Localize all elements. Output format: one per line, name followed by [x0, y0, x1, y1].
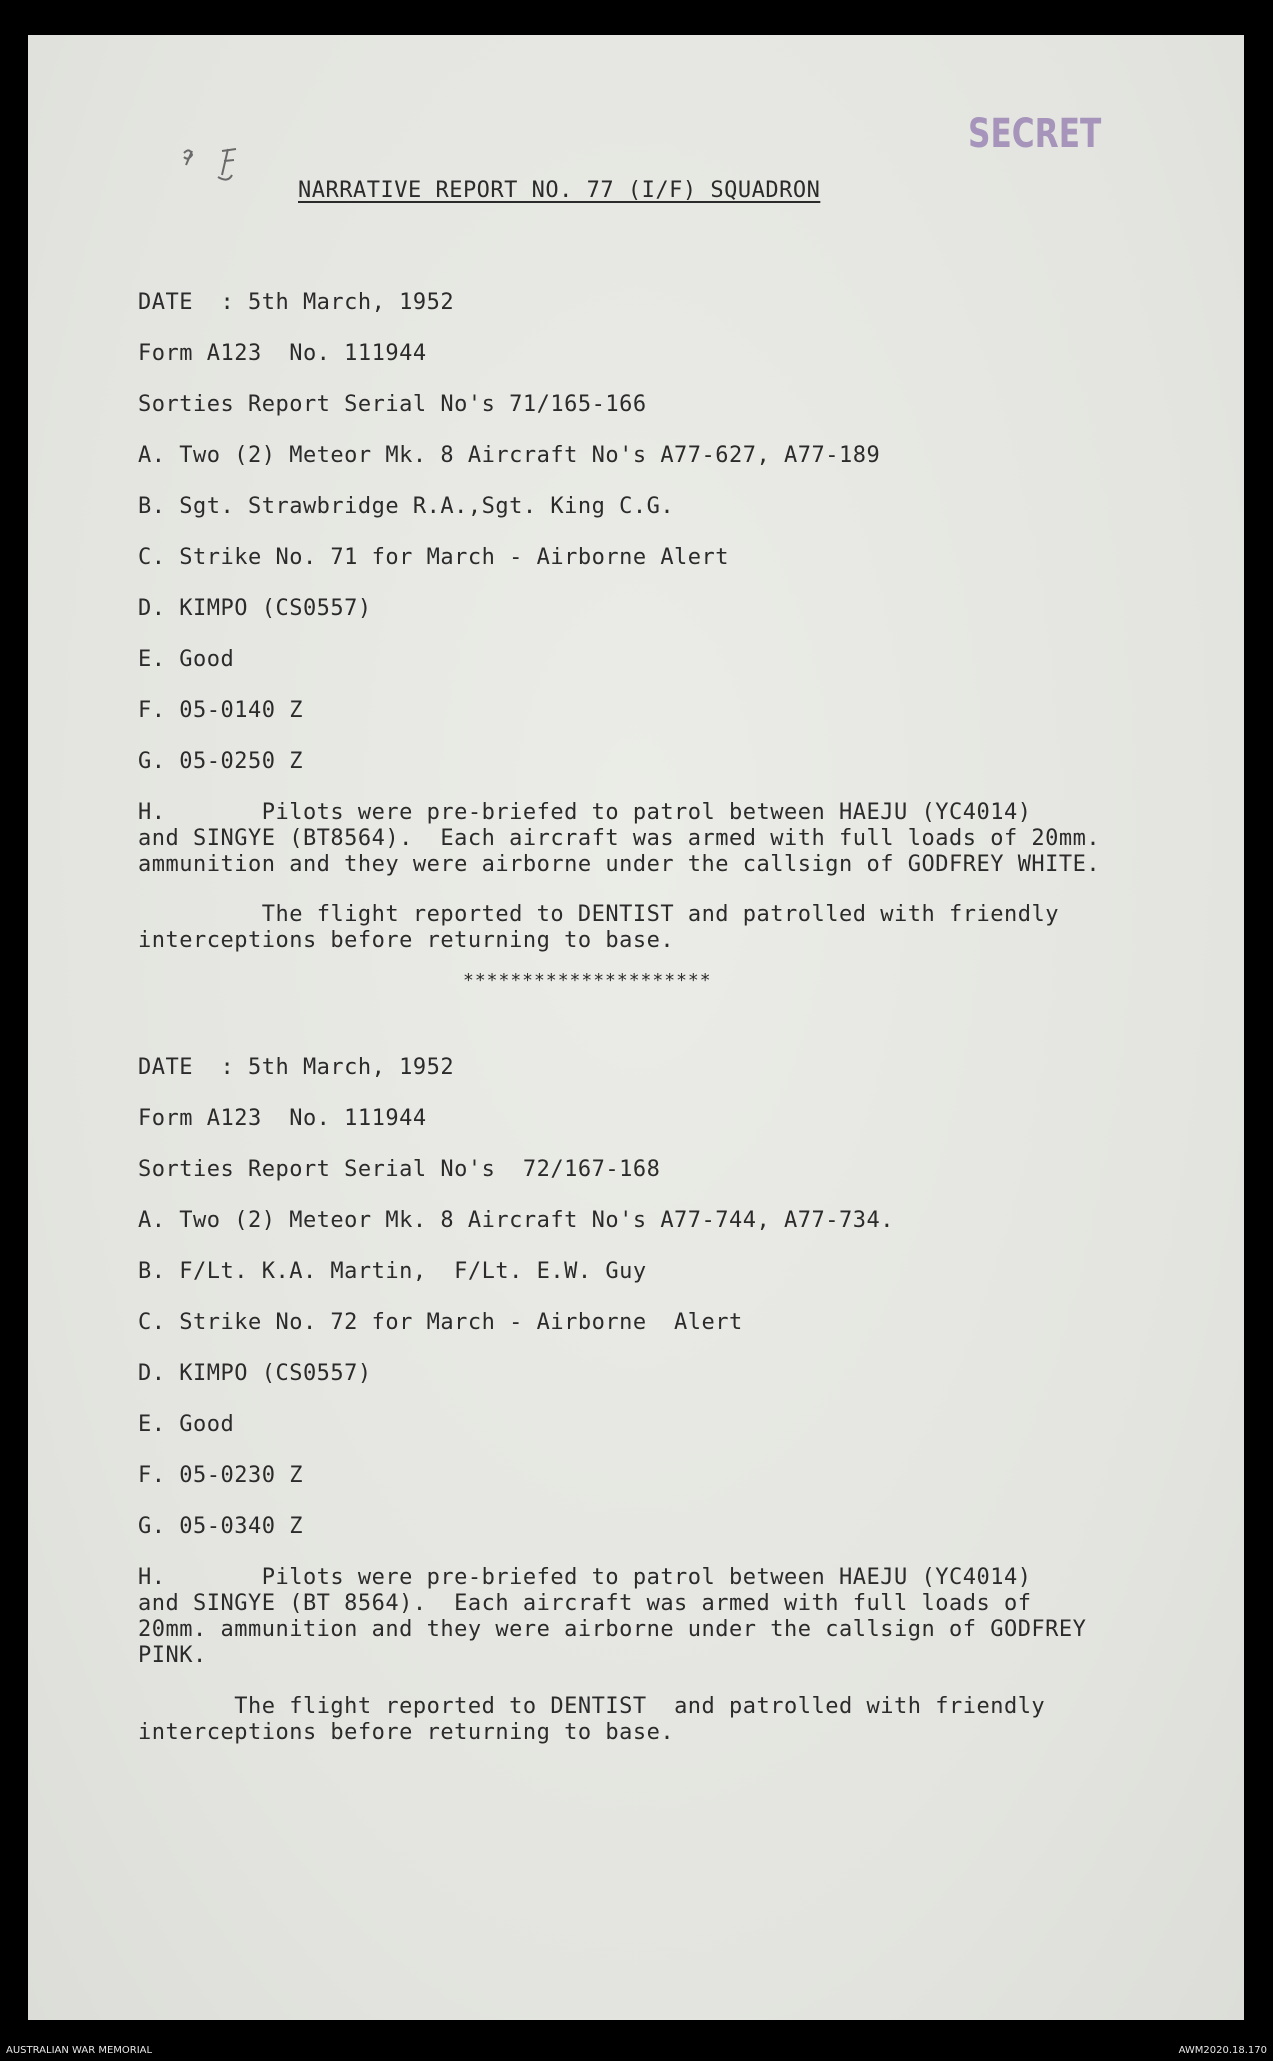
report2-item-g: G. 05-0340 Z [138, 1514, 303, 1539]
report1-item-c: C. Strike No. 71 for March - Airborne Alert [138, 545, 730, 570]
report1-date: DATE : 5th March, 1952 [138, 290, 455, 315]
report2-item-c: C. Strike No. 72 for March - Airborne Alert [138, 1310, 743, 1335]
report1-form: Form A123 No. 111944 [138, 341, 427, 366]
report-title: NARRATIVE REPORT NO. 77 (I/F) SQUADRON [298, 178, 821, 203]
report2-item-h: H. Pilots were pre-briefed to patrol between HAEJU (YC4014) and SINGYE (BT 8564). Each aircraft was armed with full loads of 20mm. ammunition and they were airborne under the callsign of GODFREY PINK. [138, 1565, 1087, 1668]
report1-item-d: D. KIMPO (CS0557) [138, 596, 372, 621]
secret-stamp: SECRET [968, 111, 1102, 157]
report2-narrative: The flight reported to DENTIST and patrolled with friendly interceptions before returning to base. [138, 1694, 1046, 1745]
footer-archive-name: AUSTRALIAN WAR MEMORIAL [6, 2045, 153, 2056]
report2-item-b: B. F/Lt. K.A. Martin, F/Lt. E.W. Guy [138, 1259, 647, 1284]
handwritten-marks [178, 143, 268, 199]
report1-item-f: F. 05-0140 Z [138, 698, 303, 723]
report1-item-e: E. Good [138, 647, 235, 672]
document-body [28, 35, 1244, 2020]
report2-item-d: D. KIMPO (CS0557) [138, 1361, 372, 1386]
report1-serial: Sorties Report Serial No's 71/165-166 [138, 392, 647, 417]
document-page [28, 35, 1244, 2020]
report2-serial: Sorties Report Serial No's 72/167-168 [138, 1157, 661, 1182]
section-separator: ********************* [463, 970, 712, 991]
report2-item-f: F. 05-0230 Z [138, 1463, 303, 1488]
report2-item-a: A. Two (2) Meteor Mk. 8 Aircraft No's A77-744, A77-734. [138, 1208, 894, 1233]
footer-accession-number: AWM2020.18.170 [1178, 2045, 1267, 2056]
report2-form: Form A123 No. 111944 [138, 1106, 427, 1131]
report1-item-g: G. 05-0250 Z [138, 749, 303, 774]
report1-item-b: B. Sgt. Strawbridge R.A.,Sgt. King C.G. [138, 494, 675, 519]
report2-date: DATE : 5th March, 1952 [138, 1055, 455, 1080]
report1-item-h: H. Pilots were pre-briefed to patrol between HAEJU (YC4014) and SINGYE (BT8564). Each aircraft was armed with full loads of 20mm. ammunition and they were airborne under the callsign of GODFREY WHITE. [138, 800, 1101, 877]
report1-item-a: A. Two (2) Meteor Mk. 8 Aircraft No's A77-627, A77-189 [138, 443, 881, 468]
report1-narrative: The flight reported to DENTIST and patrolled with friendly interceptions before returning to base. [138, 902, 1059, 953]
report2-item-e: E. Good [138, 1412, 235, 1437]
